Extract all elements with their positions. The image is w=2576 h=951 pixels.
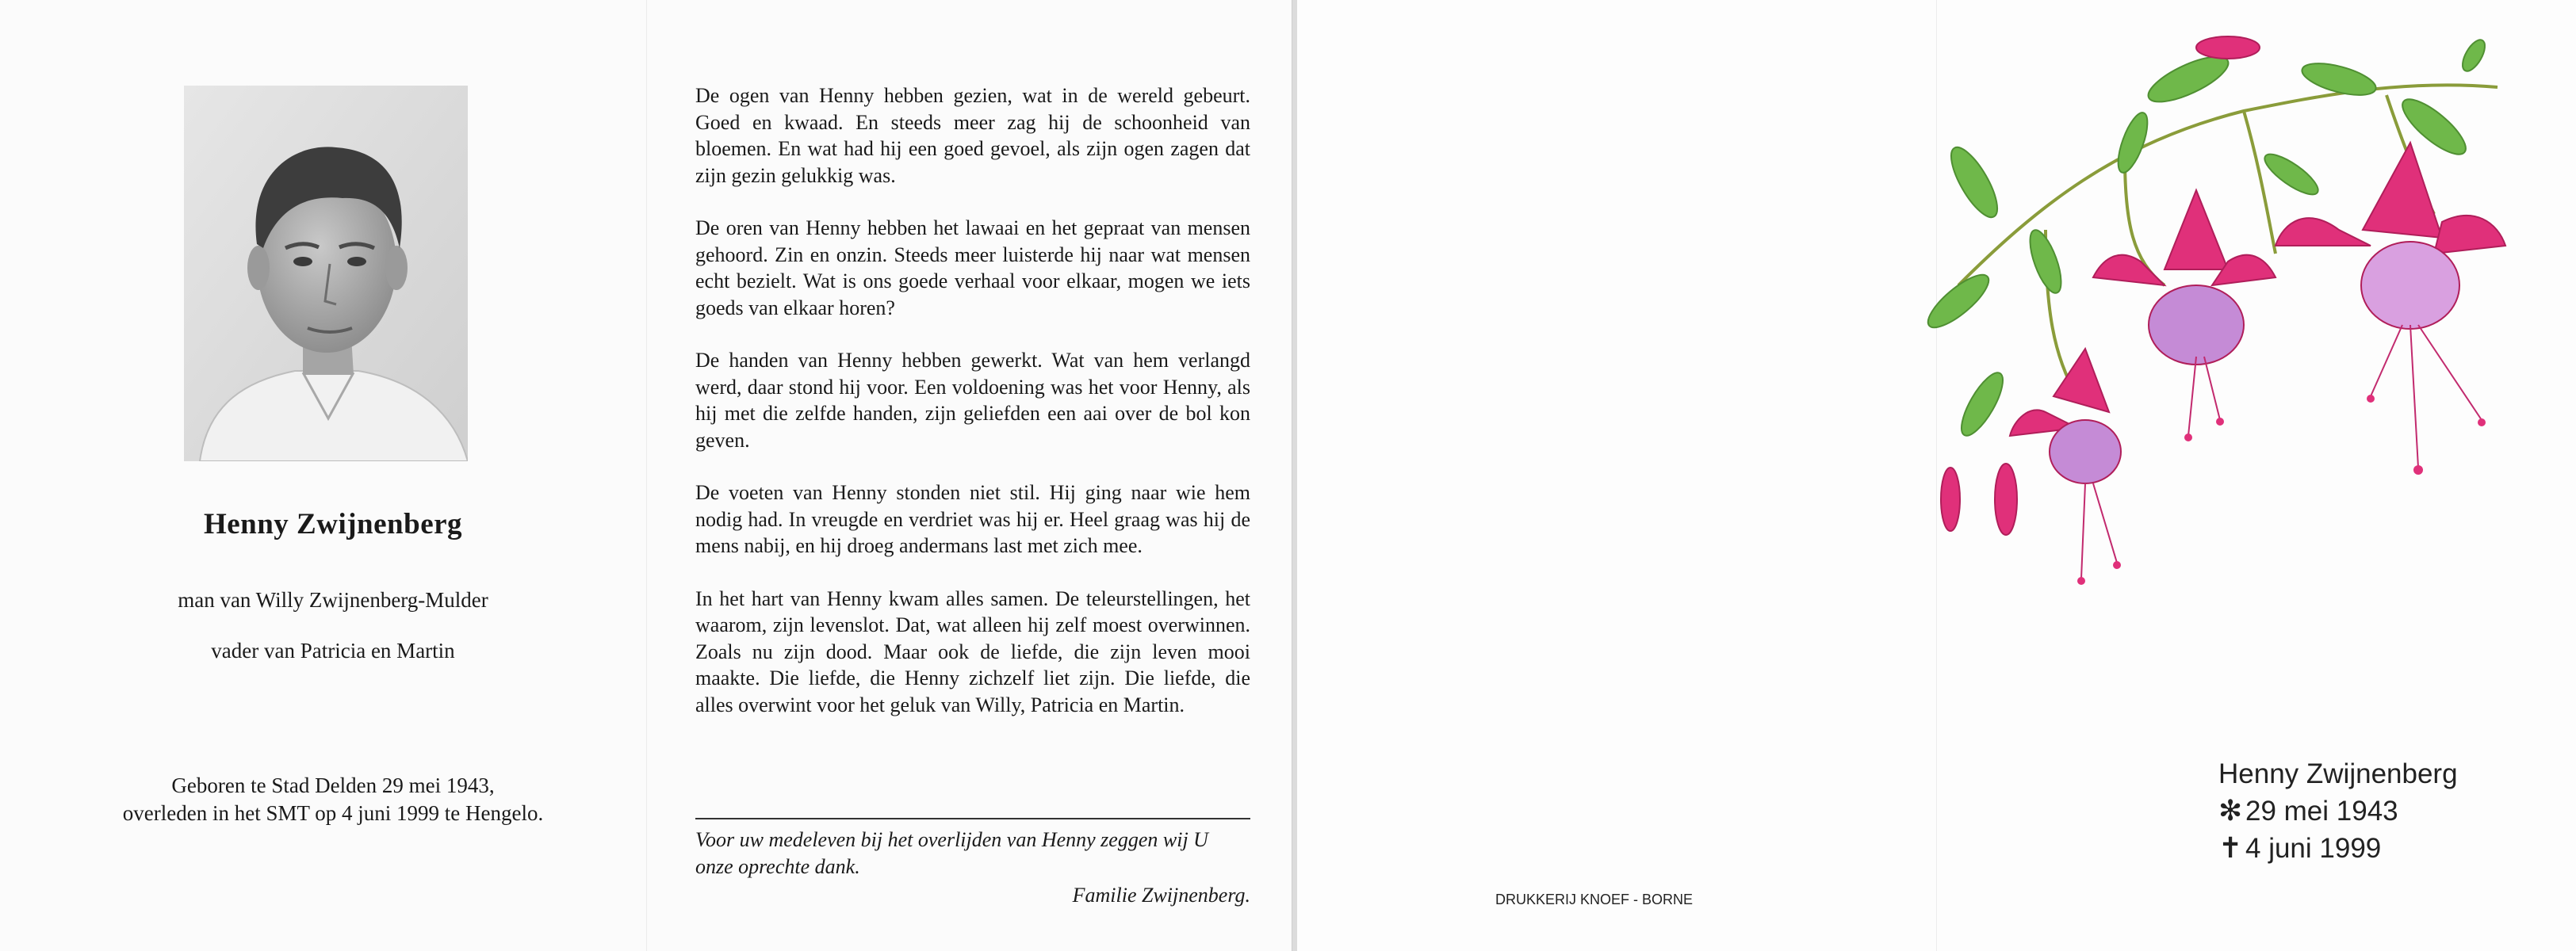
thank-you-note [695,827,1250,909]
poem-paragraph: De handen van Henny hebben gewerkt. Wat van hem verlangd werd, daar stond hij voor. Een voldoening was het voor Henny, als hij met die zelfde handen, zijn geliefden een aai over de bol kon geven. [695,349,1250,452]
card-name: Henny Zwijnenberg [2218,758,2458,789]
fuchsia-flower-illustration [1927,24,2529,626]
poem-paragraph: De oren van Henny hebben het lawaai en het gepraat van mensen gehoord. Zin en onzin. Steeds meer luisterde hij naar wat mensen echt bezielt. Wat is ons goede verhaal voor elkaar, mogen we iets goeds van elkaar horen? [695,216,1250,319]
thank-you-text: Voor uw medeleven bij het overlijden van Henny zeggen wij U onze oprechte dank. [695,828,1208,878]
poem-paragraph: De ogen van Henny hebben gezien, wat in de wereld gebeurt. Goed en kwaad. En steeds meer zag hij de schoonheid van bloemen. En wat had hij een goed gevoel, als zijn ogen zagen dat zijn gezin gelukkig was. [695,84,1250,187]
cross-death-icon: ✝ [2218,831,2243,864]
birth-line: Geboren te Stad Delden 29 mei 1943, [171,773,495,797]
fold-line [646,0,647,951]
card-birth-row [2218,792,2458,830]
birth-death-text [48,772,618,827]
portrait-photo [184,86,468,461]
divider-line [695,818,1250,819]
poem-paragraph: De voeten van Henny stonden niet stil. Hij ging naar wie hem nodig had. In vreugde en verdriet was hij er. Heel graag was hij de mens nabij, en hij droeg andermans last met zich mee. [695,481,1250,557]
deceased-name: Henny Zwijnenberg [203,508,463,540]
card-death-row [2218,830,2458,867]
card-death-date: 4 juni 1999 [2245,833,2382,864]
death-line: overleden in het SMT op 4 juni 1999 te Hengelo. [122,801,544,825]
card-birth-date: 29 mei 1943 [2245,796,2398,827]
card-front-text [2218,756,2458,867]
memorial-poem [695,82,1250,744]
asterisk-birth-icon: ✻ [2218,794,2243,827]
family-signature: Familie Zwijnenberg. [1072,884,1250,907]
poem-paragraph: In het hart van Henny kwam alles samen. De teleurstellingen, het waarom, zijn levenslot. Dat, wat alleen hij zelf moest overwinnen. Zoals nu zijn dood. Maar ook de liefde, die zijn leven mooi maakte. Die liefde, die Henny zichzelf liet zijn. Die liefde, die alles overwint voor het geluk van Willy, Patricia en Martin. [695,586,1250,716]
children-line: vader van Patricia en Martin [211,639,455,663]
spouse-line: man van Willy Zwijnenberg-Mulder [178,588,488,612]
printer-credit: DRUKKERIJ KNOEF - BORNE [1495,892,1694,907]
